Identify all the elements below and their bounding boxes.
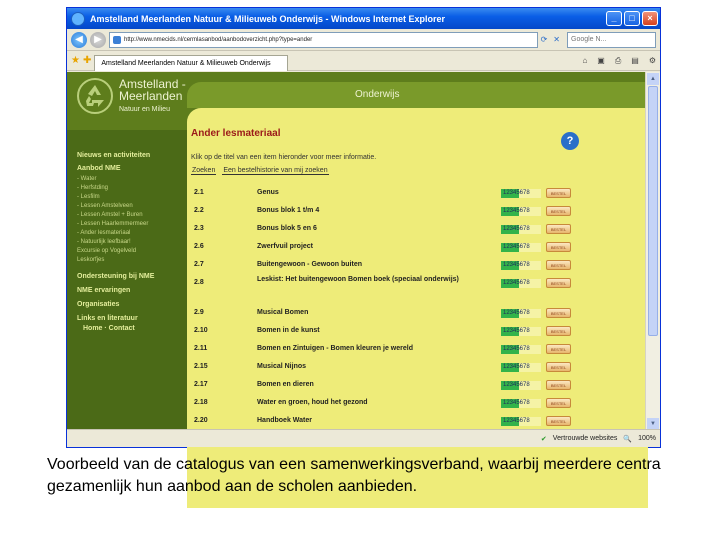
item-title-link[interactable]: Bonus blok 1 t/m 4 xyxy=(257,207,320,214)
favorites-star-icon[interactable]: ★ xyxy=(71,55,80,66)
nav-sub-item[interactable]: - Lesfilm xyxy=(77,194,100,200)
vertical-scrollbar[interactable] xyxy=(645,72,660,431)
status-bar xyxy=(67,429,660,447)
page-title: Ander lesmateriaal xyxy=(191,128,281,139)
item-title-link[interactable]: Musical Bomen xyxy=(257,309,309,316)
page-viewport xyxy=(67,72,648,431)
nav-experiences[interactable]: NME ervaringen xyxy=(77,287,131,294)
item-code: 12345678 xyxy=(501,381,541,390)
zoom-level[interactable]: 100% xyxy=(638,435,656,442)
list-item xyxy=(191,277,581,291)
help-icon[interactable]: ? xyxy=(561,132,579,150)
order-button[interactable]: BESTEL xyxy=(546,380,571,390)
order-button[interactable]: BESTEL xyxy=(546,308,571,318)
minimize-button[interactable]: _ xyxy=(606,11,622,26)
nav-organisations[interactable]: Organisaties xyxy=(77,301,120,308)
list-item xyxy=(191,415,581,429)
order-button[interactable]: BESTEL xyxy=(546,260,571,270)
site-logo-text xyxy=(119,78,186,116)
list-item xyxy=(191,397,581,411)
item-title-link[interactable]: Genus xyxy=(257,189,279,196)
item-code: 12345678 xyxy=(501,225,541,234)
action-links xyxy=(191,167,333,174)
close-button[interactable]: × xyxy=(642,11,658,26)
tools-menu-icon[interactable]: ⚙ xyxy=(648,55,656,65)
item-title-link[interactable]: Water en groen, houd het gezond xyxy=(257,399,368,406)
item-number: 2.17 xyxy=(194,381,208,388)
maximize-button[interactable]: □ xyxy=(624,11,640,26)
list-item xyxy=(191,187,581,201)
nav-sub-item[interactable]: - Lessen Amstelveen xyxy=(77,203,133,209)
order-button[interactable]: BESTEL xyxy=(546,398,571,408)
url-field[interactable]: http://www.nmecids.nl/cermlasanbod/aanbodoverzicht.php?type=ander xyxy=(109,32,538,48)
list-item xyxy=(191,241,581,255)
item-code: 12345678 xyxy=(501,243,541,252)
item-code: 12345678 xyxy=(501,417,541,426)
section-title: Onderwijs xyxy=(355,89,400,100)
nav-sub-item[interactable]: - Lessen Haarlemmermeer xyxy=(77,221,149,227)
list-item xyxy=(191,223,581,237)
item-number: 2.15 xyxy=(194,363,208,370)
recycle-logo-icon xyxy=(77,78,113,114)
nav-sub-item[interactable]: Leskorfjes xyxy=(77,257,105,263)
item-number: 2.20 xyxy=(194,417,208,424)
add-favorite-icon[interactable]: ✚ xyxy=(82,55,92,66)
order-button[interactable]: BESTEL xyxy=(546,224,571,234)
tab-current[interactable]: Amstelland Meerlanden Natuur & Milieuweb Onderwijs xyxy=(94,55,288,71)
tab-bar xyxy=(67,51,660,71)
list-item xyxy=(191,325,581,339)
slide-caption: Voorbeeld van de catalogus van een samenwerkingsverband, waarbij meerdere centra gezamenlijk hun aanbod aan de scholen aanbieden. xyxy=(47,456,661,495)
address-toolbar xyxy=(67,29,660,51)
list-item xyxy=(191,379,581,393)
search-link[interactable]: Zoeken xyxy=(192,167,216,174)
item-title-link[interactable]: Bomen en dieren xyxy=(257,381,314,388)
scroll-up-arrow-icon[interactable]: ▲ xyxy=(647,73,659,85)
list-item xyxy=(191,343,581,357)
item-title-link[interactable]: Bomen in de kunst xyxy=(257,327,320,334)
logo-line2: Meerlanden xyxy=(119,89,183,103)
nav-support[interactable]: Ondersteuning bij NME xyxy=(77,273,155,280)
trusted-zone-icon: ✔ xyxy=(540,435,547,443)
item-code: 12345678 xyxy=(501,399,541,408)
logo-line3: Natuur en Milieu xyxy=(119,106,170,113)
item-number: 2.3 xyxy=(194,225,204,232)
sidebar-nav xyxy=(67,130,187,431)
item-code: 12345678 xyxy=(501,189,541,198)
list-item xyxy=(191,307,581,321)
nav-sub-item[interactable]: - Herfstding xyxy=(77,185,109,191)
item-title-link[interactable]: Handboek Water xyxy=(257,417,312,424)
item-code: 12345678 xyxy=(501,207,541,216)
zone-label: Vertrouwde websites xyxy=(552,435,618,442)
feeds-icon[interactable]: ▣ xyxy=(597,55,605,65)
item-title-link[interactable]: Musical Nijnos xyxy=(257,363,307,370)
print-icon[interactable]: ⎙ xyxy=(614,55,622,65)
nav-sub-item[interactable]: - Water xyxy=(77,176,97,182)
forward-button[interactable]: ▶ xyxy=(90,32,106,48)
nav-sub-item-active[interactable]: - Ander lesmateriaal xyxy=(77,230,131,236)
nav-news[interactable]: Nieuws en activiteiten xyxy=(77,152,151,159)
item-code: 12345678 xyxy=(501,261,541,270)
browser-window xyxy=(66,7,661,448)
list-item xyxy=(191,205,581,219)
item-code: 12345678 xyxy=(501,279,541,288)
order-button[interactable]: BESTEL xyxy=(546,344,571,354)
scroll-down-arrow-icon[interactable]: ▼ xyxy=(647,418,659,430)
order-button[interactable]: BESTEL xyxy=(546,416,571,426)
order-button[interactable]: BESTEL xyxy=(546,206,571,216)
title-bar xyxy=(67,8,660,29)
list-item xyxy=(191,259,581,273)
item-number: 2.9 xyxy=(194,309,204,316)
item-number: 2.2 xyxy=(194,207,204,214)
nav-sub-item[interactable]: - Lessen Amstel + Buren xyxy=(77,212,143,218)
item-code: 12345678 xyxy=(501,309,541,318)
item-number: 2.18 xyxy=(194,399,208,406)
item-code: 12345678 xyxy=(501,345,541,354)
nav-sub-item[interactable]: Excursie op Vogelveld xyxy=(77,248,137,254)
section-band xyxy=(187,82,648,108)
search-input[interactable]: Google N... xyxy=(567,32,656,48)
item-number: 2.8 xyxy=(194,279,204,286)
list-item xyxy=(191,361,581,375)
home-icon[interactable]: ⌂ xyxy=(582,55,588,65)
refresh-icon[interactable]: ⟳ xyxy=(540,35,548,44)
page-menu-icon[interactable]: ▤ xyxy=(631,55,639,65)
order-button[interactable]: BESTEL xyxy=(546,242,571,252)
back-button[interactable]: ◀ xyxy=(71,32,87,48)
window-title: Amstelland Meerlanden Natuur & Milieuweb Onderwijs - Windows Internet Explorer xyxy=(90,13,445,24)
item-number: 2.7 xyxy=(194,261,204,268)
item-title-link[interactable]: Buitengewoon - Gewoon buiten xyxy=(257,261,362,268)
item-title-link[interactable]: Zwerfvuil project xyxy=(257,243,314,250)
item-number: 2.11 xyxy=(194,345,208,352)
item-number: 2.6 xyxy=(194,243,204,250)
item-title-link[interactable]: Bonus blok 5 en 6 xyxy=(257,225,317,232)
intro-text: Klik op de titel van een item hieronder voor meer informatie. xyxy=(191,154,377,161)
order-button[interactable]: BESTEL xyxy=(546,326,571,336)
item-code: 12345678 xyxy=(501,363,541,372)
scroll-thumb[interactable] xyxy=(648,86,658,336)
stop-icon[interactable]: ✕ xyxy=(553,35,560,44)
nav-sub-item[interactable]: - Natuurlijk leefbaar! xyxy=(77,239,131,245)
item-number: 2.10 xyxy=(194,327,208,334)
ie-icon xyxy=(71,12,85,26)
item-code: 12345678 xyxy=(501,327,541,336)
item-number: 2.1 xyxy=(194,189,204,196)
order-button[interactable]: BESTEL xyxy=(546,362,571,372)
item-title-link[interactable]: Bomen en Zintuigen - Bomen kleuren je wereld xyxy=(257,345,413,352)
item-title-link[interactable]: Leskist: Het buitengewoon Bomen boek (speciaal onderwijs) xyxy=(257,276,459,283)
logo-line1: Amstelland - xyxy=(119,77,186,91)
nav-home-contact[interactable]: Home · Contact xyxy=(83,325,135,332)
order-button[interactable]: BESTEL xyxy=(546,278,571,288)
nav-links[interactable]: Links en literatuur xyxy=(77,315,138,322)
order-history-link[interactable]: Een bestelhistorie van mij zoeken xyxy=(223,167,328,174)
nav-offer[interactable]: Aanbod NME xyxy=(77,165,121,172)
order-button[interactable]: BESTEL xyxy=(546,188,571,198)
zoom-icon[interactable]: 🔍 xyxy=(623,435,633,443)
